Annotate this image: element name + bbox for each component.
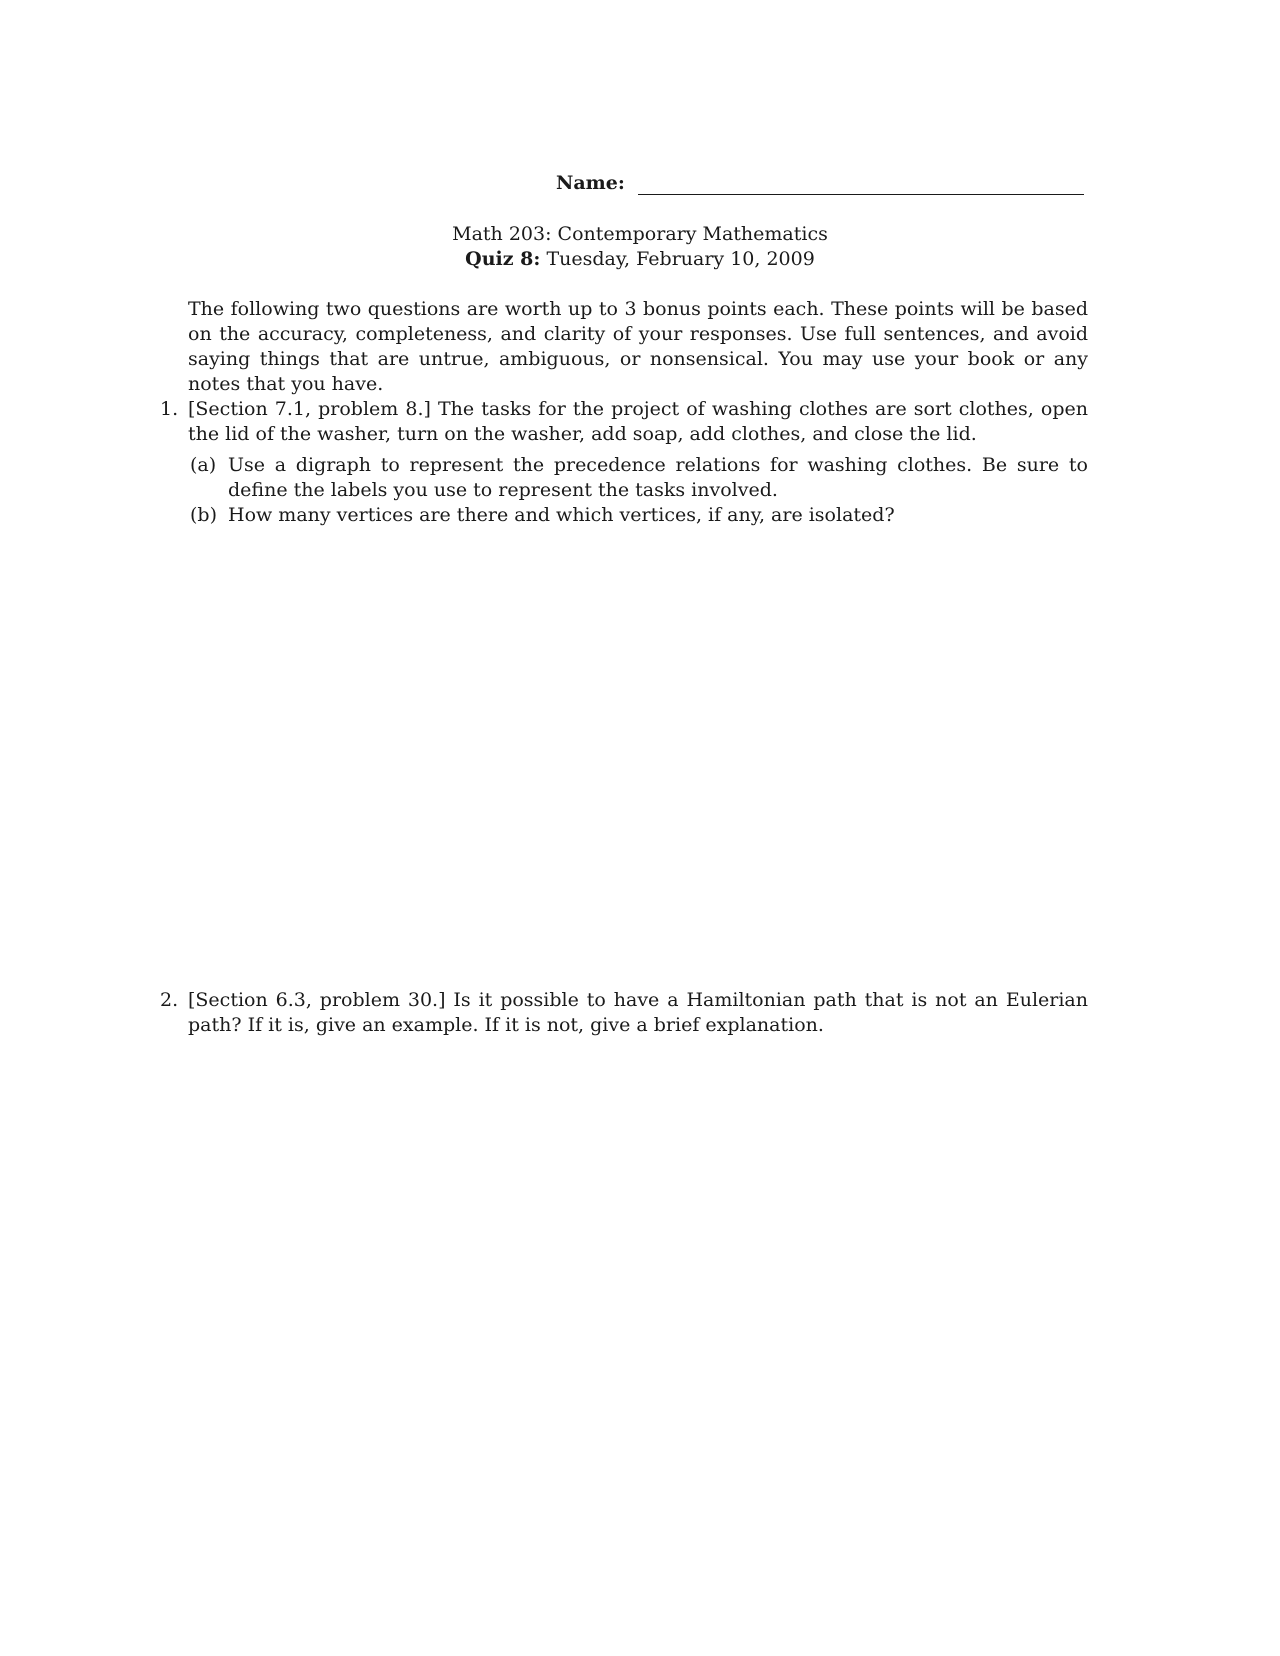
part-text: How many vertices are there and which vertices, if any, are isolated? (228, 504, 895, 526)
question-2 (160, 988, 1088, 1038)
quiz-date: Tuesday, February 10, 2009 (546, 248, 815, 270)
name-field (556, 170, 1086, 200)
question-1 (160, 397, 1088, 528)
quiz-header (0, 222, 1280, 272)
quiz-title-line (0, 247, 1280, 272)
question-1-part-b (188, 503, 1088, 528)
name-blank-line[interactable] (638, 194, 1084, 195)
question-text: [Section 7.1, problem 8.] The tasks for the project of washing clothes are sort clothes, open the lid of the washer, turn on the washer, add soap, add clothes, and close the lid. (188, 398, 1088, 445)
question-1-part-a (188, 453, 1088, 503)
part-label: (b) (190, 504, 217, 526)
question-number: 1. (160, 398, 179, 420)
question-number: 2. (160, 989, 179, 1011)
name-label: Name: (556, 172, 625, 194)
instructions-paragraph: The following two questions are worth up to 3 bonus points each. These points will be based on the accuracy, completeness, and clarity of your responses. Use full sentences, and avoid saying things that are untrue, ambiguous, or nonsensical. You may use your book or any notes that you have. (188, 298, 1088, 395)
part-label: (a) (190, 454, 217, 476)
course-title: Math 203: Contemporary Mathematics (452, 223, 828, 245)
quiz-label: Quiz 8: (465, 248, 541, 270)
question-1-parts (188, 453, 1088, 528)
part-text: Use a digraph to represent the precedence relations for washing clothes. Be sure to define the labels you use to represent the tasks involved. (228, 454, 1088, 501)
question-text: [Section 6.3, problem 30.] Is it possible to have a Hamiltonian path that is not an Eulerian path? If it is, give an example. If it is not, give a brief explanation. (188, 989, 1088, 1036)
